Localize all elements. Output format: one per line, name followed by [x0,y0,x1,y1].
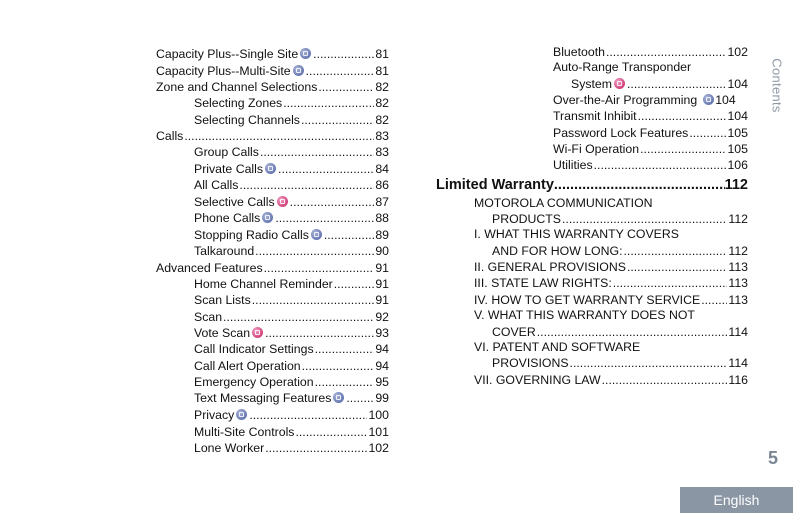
contents-side-tab[interactable]: Contents [769,58,785,113]
toc-entry-password-lock[interactable]: Password Lock Features ..... 105 [553,125,748,141]
dot-leader [315,341,375,357]
toc-entry-patent-line2[interactable]: PROVISIONS ..... 114 [474,355,748,371]
dot-leader [249,407,367,424]
dot-leader [315,374,375,390]
dot-leader [275,210,374,227]
toc-entry[interactable]: Capacity Plus--Multi-Site ..... 81 [156,63,389,80]
dot-leader [324,227,374,244]
toc-entry-utilities[interactable]: Utilities ..... 106 [553,157,748,173]
toc-entry[interactable]: Talkaround ..... 90 [156,243,389,259]
toc-entry[interactable]: Calls ..... 83 [156,128,389,144]
dot-leader [184,128,374,144]
toc-entry[interactable]: Private Calls ..... 84 [156,161,389,178]
blue-feature-icon [703,94,714,105]
toc-entry-not-cover-line2[interactable]: COVER ..... 114 [474,324,748,340]
toc-entry[interactable]: Advanced Features ..... 91 [156,260,389,276]
toc-entry-general-provisions[interactable]: II. GENERAL PROVISIONS ..... 113 [474,259,748,275]
toc-entry[interactable]: Call Indicator Settings ..... 94 [156,341,389,357]
toc-entry-governing-law[interactable]: VII. GOVERNING LAW ..... 116 [474,372,748,388]
dot-leader [223,309,374,325]
pink-feature-icon [252,327,263,338]
toc-entry[interactable]: Lone Worker ..... 102 [156,440,389,456]
toc-entry-warranty-covers-line1[interactable]: I. WHAT THIS WARRANTY COVERS [474,227,679,242]
dot-leader [318,79,374,95]
dot-leader [283,95,374,111]
toc-entry-transmit-inhibit[interactable]: Transmit Inhibit ..... 104 [553,108,748,124]
toc-entry[interactable]: Text Messaging Features ..... 99 [156,390,389,407]
dot-leader [306,63,375,80]
page-number: 5 [768,448,779,468]
blue-feature-icon [300,48,311,59]
dot-leader [278,161,374,178]
toc-entry-bluetooth[interactable]: Bluetooth ..... 102 [553,44,748,60]
toc-entry-auto-range-line2[interactable]: System ..... 104 [553,76,748,92]
toc-entry[interactable]: Call Alert Operation ..... 94 [156,358,389,374]
toc-entry-patent-line1[interactable]: VI. PATENT AND SOFTWARE [474,339,641,354]
dot-leader [346,390,374,407]
toc-entry-motorola-line1[interactable]: MOTOROLA COMMUNICATION [474,195,653,210]
toc-left-column [156,46,389,456]
toc-entry[interactable]: Selective Calls ..... 87 [156,194,389,211]
dot-leader [334,276,375,292]
dot-leader [252,292,375,308]
toc-entry[interactable]: Phone Calls ..... 88 [156,210,389,227]
dot-leader [313,46,374,63]
pink-feature-icon [614,78,625,89]
language-tab[interactable]: English [680,487,793,513]
toc-entry[interactable]: Selecting Zones ..... 82 [156,95,389,111]
dot-leader [239,177,374,193]
toc-entry[interactable]: Stopping Radio Calls ..... 89 [156,227,389,244]
toc-entry-auto-range-line1[interactable]: Auto-Range Transponder [553,60,692,75]
toc-entry-warranty-covers-line2[interactable]: AND FOR HOW LONG: ..... 112 [474,243,748,259]
blue-feature-icon [333,392,344,403]
dot-leader [290,194,375,211]
toc-entry[interactable]: Scan Lists ..... 91 [156,292,389,308]
toc-entry[interactable]: All Calls ..... 86 [156,177,389,193]
dot-leader [265,325,374,342]
toc-entry[interactable]: Selecting Channels ..... 82 [156,112,389,128]
toc-entry[interactable]: Scan ..... 92 [156,309,389,325]
toc-entry-wifi[interactable]: Wi-Fi Operation ..... 105 [553,141,748,157]
toc-entry[interactable]: Group Calls ..... 83 [156,144,389,160]
pink-feature-icon [277,196,288,207]
blue-feature-icon [262,212,273,223]
toc-entry-not-cover-line1[interactable]: V. WHAT THIS WARRANTY DOES NOT [474,308,695,323]
toc-entry[interactable]: Multi-Site Controls ..... 101 [156,424,389,440]
toc-entry[interactable]: Privacy ..... 100 [156,407,389,424]
toc-heading-limited-warranty[interactable]: Limited Warranty ..... 112 [436,175,748,195]
blue-feature-icon [311,229,322,240]
dot-leader [301,112,374,128]
toc-entry[interactable]: Vote Scan ..... 93 [156,325,389,342]
blue-feature-icon [293,65,304,76]
dot-leader [264,260,375,276]
toc-entry-state-law-rights[interactable]: III. STATE LAW RIGHTS: ..... 113 [474,275,748,291]
toc-entry[interactable]: Zone and Channel Selections ..... 82 [156,79,389,95]
toc-entry[interactable]: Capacity Plus--Single Site ..... 81 [156,46,389,63]
toc-entry-warranty-service[interactable]: IV. HOW TO GET WARRANTY SERVICE ..... 113 [474,292,748,308]
dot-leader [295,424,367,440]
dot-leader [255,243,374,259]
toc-entry[interactable]: Emergency Operation ..... 95 [156,374,389,390]
blue-feature-icon [236,409,247,420]
toc-entry[interactable]: Home Channel Reminder ..... 91 [156,276,389,292]
toc-entry-ota[interactable]: Over-the-Air Programming 104 [553,93,736,108]
dot-leader [265,440,367,456]
toc-right-column [436,44,748,388]
toc-entry-motorola-line2[interactable]: PRODUCTS ..... 112 [474,211,748,227]
blue-feature-icon [265,163,276,174]
dot-leader [260,144,374,160]
dot-leader [302,358,375,374]
